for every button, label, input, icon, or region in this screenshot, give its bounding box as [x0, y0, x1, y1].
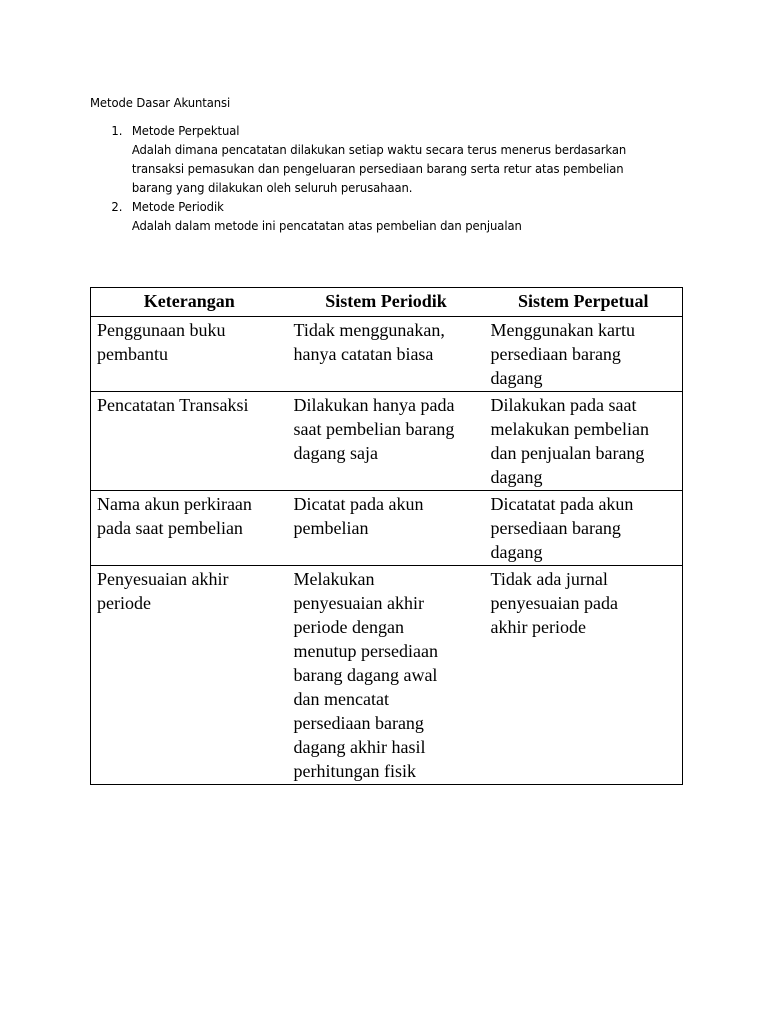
list-item	[90, 197, 648, 235]
table-body	[91, 317, 683, 785]
cell-line: persediaan barang	[490, 344, 621, 364]
cell-line: akhir periode	[490, 617, 586, 637]
cell-line: pembantu	[97, 344, 168, 364]
table-header-row	[91, 288, 683, 317]
cell-line: penyesuaian pada	[490, 593, 618, 613]
cell-line: perhitungan fisik	[293, 761, 416, 781]
table-cell	[288, 392, 485, 491]
cell-line: Penggunaan buku	[97, 320, 226, 340]
cell-line: Melakukan	[293, 569, 375, 589]
table-cell	[91, 566, 288, 785]
table-cell	[91, 392, 288, 491]
table-row	[91, 392, 683, 491]
cell-line: Tidak ada jurnal	[490, 569, 608, 589]
table-row	[91, 566, 683, 785]
intro-section	[90, 93, 648, 235]
table-cell	[485, 317, 683, 392]
cell-line: Dicatat pada akun	[293, 494, 424, 514]
cell-line: periode dengan	[293, 617, 404, 637]
table-cell	[485, 566, 683, 785]
document-heading: Metode Dasar Akuntansi	[90, 95, 231, 110]
table-row	[91, 491, 683, 566]
cell-line: dagang akhir hasil	[293, 737, 426, 757]
table-cell	[288, 491, 485, 566]
column-header: Sistem Perpetual	[485, 288, 683, 317]
list-number: 1.	[111, 123, 123, 138]
cell-line: Dilakukan hanya pada	[293, 395, 455, 415]
cell-line: dan penjualan barang	[490, 443, 645, 463]
method-list	[90, 121, 648, 235]
cell-line: Menggunakan kartu	[490, 320, 635, 340]
cell-line: dagang saja	[293, 443, 378, 463]
list-number: 2.	[111, 199, 123, 214]
cell-line: dagang	[490, 368, 543, 388]
cell-line: penyesuaian akhir	[293, 593, 424, 613]
table-cell	[91, 491, 288, 566]
comparison-table	[90, 287, 683, 785]
cell-line: Tidak menggunakan,	[293, 320, 445, 340]
table-cell	[485, 491, 683, 566]
table-cell	[485, 392, 683, 491]
cell-line: saat pembelian barang	[293, 419, 455, 439]
cell-line: melakukan pembelian	[490, 419, 649, 439]
column-header: Keterangan	[91, 288, 288, 317]
list-item-title: Metode Perpektual	[131, 123, 240, 138]
cell-line: barang dagang awal	[293, 665, 438, 685]
cell-line: Nama akun perkiraan	[97, 494, 252, 514]
cell-line: Dilakukan pada saat	[490, 395, 637, 415]
cell-line: dagang	[490, 542, 543, 562]
cell-line: pada saat pembelian	[97, 518, 243, 538]
cell-line: hanya catatan biasa	[293, 344, 434, 364]
cell-line: periode	[97, 593, 151, 613]
list-item-line: Adalah dimana pencatatan dilakukan setiap waktu secara terus menerus berdasarkan	[131, 142, 627, 157]
table-cell	[91, 317, 288, 392]
cell-line: dan mencatat	[293, 689, 389, 709]
cell-line: persediaan barang	[490, 518, 621, 538]
list-item-line: transaksi pemasukan dan pengeluaran persediaan barang serta retur atas pembelian	[131, 161, 624, 176]
table-row	[91, 317, 683, 392]
cell-line: menutup persediaan	[293, 641, 438, 661]
list-item	[90, 121, 648, 197]
list-item-title: Metode Periodik	[131, 199, 224, 214]
cell-line: pembelian	[293, 518, 369, 538]
cell-line: dagang	[490, 467, 543, 487]
cell-line: persediaan barang	[293, 713, 424, 733]
table-cell	[288, 317, 485, 392]
column-header: Sistem Periodik	[288, 288, 485, 317]
cell-line: Penyesuaian akhir	[97, 569, 229, 589]
list-item-line: Adalah dalam metode ini pencatatan atas pembelian dan penjualan	[131, 218, 522, 233]
list-item-line: barang yang dilakukan oleh seluruh perusahaan.	[131, 180, 413, 195]
cell-line: Dicatatat pada akun	[490, 494, 634, 514]
cell-line: Pencatatan Transaksi	[97, 395, 249, 415]
table-cell	[288, 566, 485, 785]
